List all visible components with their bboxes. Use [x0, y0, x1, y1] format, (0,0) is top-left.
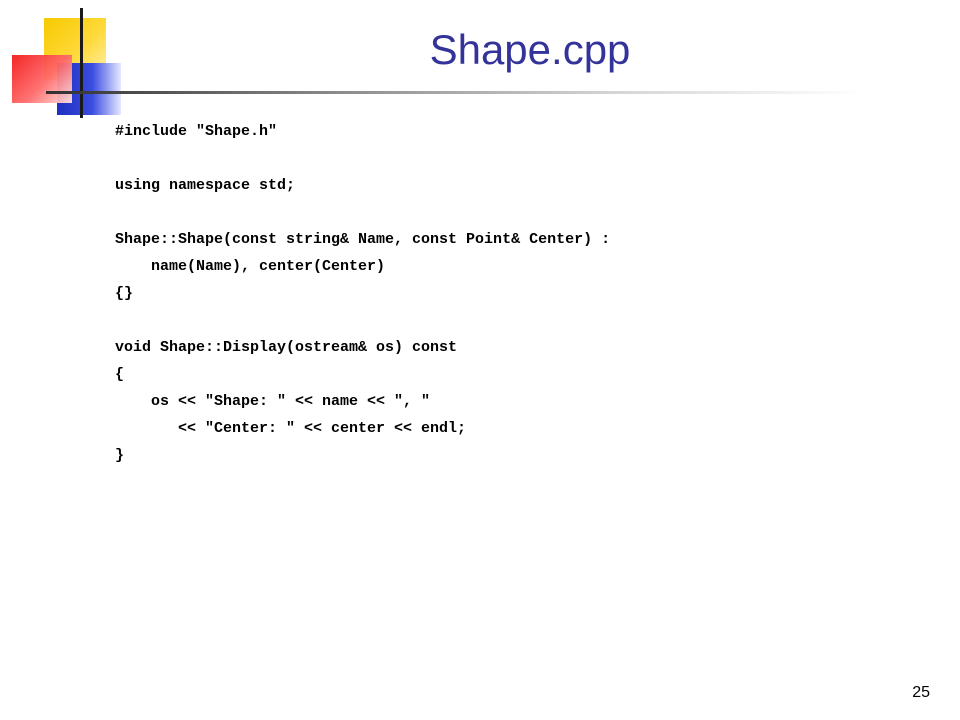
code-line-11: os << "Shape: " << name << ", " [115, 393, 431, 410]
logo-red-square [12, 55, 72, 103]
code-line-2 [115, 145, 610, 172]
page-number: 25 [912, 684, 930, 701]
code-line-12: << "Center: " << center << endl; [115, 420, 467, 437]
logo-vertical-line [80, 8, 83, 118]
code-line-9: void Shape::Display(ostream& os) const [115, 339, 458, 356]
code-block [115, 118, 610, 469]
slide-title: Shape.cpp [429, 26, 631, 73]
code-line-5: Shape::Shape(const string& Name, const Point& Center) : [115, 231, 611, 248]
code-line-10: { [115, 366, 125, 383]
code-line-3: using namespace std; [115, 177, 296, 194]
code-line-4 [115, 199, 610, 226]
code-line-1: #include "Shape.h" [115, 123, 278, 140]
title-divider-line [46, 91, 866, 94]
code-line-6: name(Name), center(Center) [115, 258, 386, 275]
code-line-13: } [115, 447, 125, 464]
code-line-7: {} [115, 285, 134, 302]
code-line-8 [115, 307, 610, 334]
